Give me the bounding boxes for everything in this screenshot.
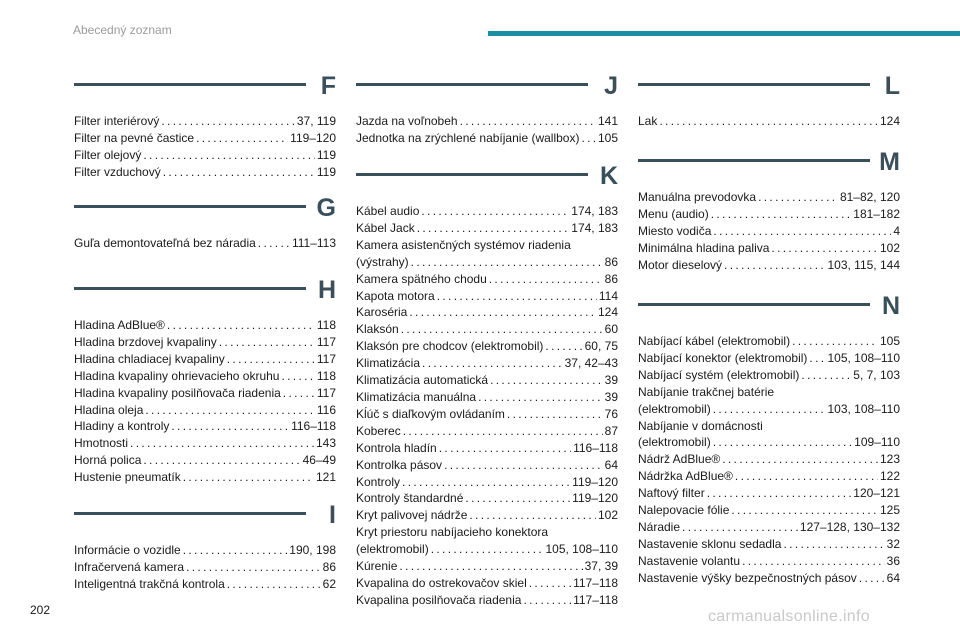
index-entry [638, 384, 900, 401]
entry-label: Jednotka na zrýchlené nabíjanie (wallbox) [356, 130, 580, 145]
entry-pages: 86 [604, 271, 618, 286]
entry-label: Karoséria [356, 305, 408, 320]
entry-pages: 60, 75 [584, 339, 618, 354]
dot-leader [227, 351, 315, 368]
entry-list [356, 113, 618, 147]
section-letter: M [879, 148, 900, 176]
entry-pages: 81–82, 120 [839, 190, 900, 204]
entry-list [638, 189, 900, 274]
index-entry [356, 474, 618, 491]
index-entry [74, 368, 336, 385]
index-entry [74, 385, 336, 402]
index-entry [74, 559, 336, 576]
index-entry [356, 507, 618, 524]
entry-label: Nastavenie sklonu sedadla [638, 536, 782, 551]
entry-pages: 141 [597, 114, 618, 128]
index-entry [74, 164, 336, 181]
entry-label: Kúrenie [356, 559, 398, 574]
entry-list [356, 203, 618, 609]
index-entry [74, 317, 336, 334]
dot-leader [783, 536, 884, 553]
index-entry [356, 338, 618, 355]
entry-label: Naftový filter [638, 486, 705, 501]
entry-pages: 86 [604, 254, 618, 269]
dot-leader [801, 367, 851, 384]
index-entry [356, 355, 618, 372]
section-letter: H [317, 276, 336, 304]
entry-pages: 124 [597, 305, 618, 320]
section-letter: G [316, 194, 336, 222]
index-entry [638, 189, 900, 206]
entry-pages: 103, 115, 144 [827, 257, 900, 272]
entry-pages: 32 [886, 536, 900, 551]
index-entry [74, 576, 336, 593]
entry-label: Inteligentná trakčná kontrola [74, 576, 225, 591]
entry-pages: 119 [316, 147, 336, 162]
entry-pages: 105, 108–110 [827, 350, 900, 365]
index-entry [638, 570, 900, 587]
entry-label: Kontrolka pásov [356, 457, 443, 472]
dot-leader [465, 490, 570, 507]
index-entry [638, 401, 900, 418]
entry-pages: 127–128, 130–132 [799, 519, 900, 534]
entry-pages: 39 [604, 389, 618, 404]
index-entry [356, 130, 618, 147]
entry-label: Nabíjací kábel (elektromobil) [638, 334, 791, 348]
entry-pages: 181–182 [853, 206, 900, 221]
entry-pages: 39 [604, 373, 618, 388]
entry-label: Kábel audio [356, 204, 420, 218]
entry-pages: 37, 119 [296, 114, 336, 128]
entry-pages: 87 [604, 423, 618, 438]
entry-label: Klaksón pre chodcov (elektromobil) [356, 339, 544, 354]
entry-pages: 119–120 [572, 491, 618, 506]
index-entry [356, 423, 618, 440]
entry-label: Klimatizácia manuálna [356, 389, 477, 404]
entry-label: Hladina AdBlue® [74, 318, 165, 332]
index-entry [356, 490, 618, 507]
dot-leader [417, 220, 570, 237]
dot-leader [421, 203, 569, 220]
page-header-title: Abecedný zoznam [73, 23, 172, 37]
entry-label: Kontroly [356, 474, 401, 489]
dot-leader [183, 469, 314, 486]
index-entry [638, 333, 900, 350]
index-entry [74, 130, 336, 147]
entry-pages: 121 [315, 470, 336, 485]
index-entry [638, 223, 900, 240]
index-entry [356, 220, 618, 237]
section-divider [356, 83, 588, 86]
entry-pages: 64 [604, 457, 618, 472]
dot-leader [722, 451, 878, 468]
entry-label: (výstrahy) [356, 254, 409, 269]
entry-pages: 125 [879, 503, 900, 518]
entry-label: Guľa demontovateľná bez náradia [74, 236, 256, 250]
index-entry [356, 406, 618, 423]
entry-label: Jazda na voľnobeh [356, 114, 458, 128]
entry-pages: 117–118 [573, 575, 618, 590]
entry-list [74, 235, 336, 252]
dot-leader [143, 452, 300, 469]
section-divider [638, 83, 870, 86]
index-entry [638, 502, 900, 519]
entry-label: Infračervená kamera [74, 559, 185, 574]
index-entry [638, 206, 900, 223]
dot-leader [186, 559, 321, 576]
index-entry [74, 418, 336, 435]
section-letter: N [881, 292, 900, 320]
entry-label: Nádržka AdBlue® [638, 469, 733, 484]
index-entry [638, 350, 900, 367]
entry-list [638, 333, 900, 587]
index-entry [638, 257, 900, 274]
entry-label: Kamera asistenčných systémov riadenia [356, 237, 571, 252]
entry-label: Hustenie pneumatík [74, 470, 181, 485]
section-letter: J [604, 72, 618, 100]
index-entry [356, 592, 618, 609]
index-entry [638, 451, 900, 468]
entry-pages: 37, 39 [584, 559, 618, 574]
entry-pages: 117 [316, 351, 336, 366]
index-entry [638, 519, 900, 536]
entry-label: Kryt priestoru nabíjacieho konektora [356, 525, 549, 540]
entry-pages: 86 [322, 559, 336, 574]
dot-leader [227, 576, 321, 593]
entry-label: Hladiny a kontroly [74, 419, 170, 434]
entry-pages: 102 [879, 240, 900, 255]
index-entry [356, 203, 618, 220]
entry-pages: 105 [879, 334, 900, 348]
entry-label: Menu (audio) [638, 206, 709, 221]
dot-leader [523, 592, 571, 609]
section-letter: L [884, 72, 900, 100]
dot-leader [713, 223, 891, 240]
entry-pages: 174, 183 [571, 204, 618, 218]
dot-leader [489, 271, 603, 288]
index-entry [638, 434, 900, 451]
entry-label: Nabíjanie trakčnej batérie [638, 384, 775, 399]
entry-pages: 4 [893, 223, 900, 238]
entry-pages: 105 [597, 130, 618, 145]
entry-pages: 105, 108–110 [545, 542, 618, 557]
page-number: 202 [30, 603, 51, 617]
dot-leader [707, 485, 852, 502]
dot-leader [478, 389, 603, 406]
dot-leader [409, 304, 596, 321]
entry-label: Lak [638, 114, 658, 128]
dot-leader [460, 113, 596, 130]
index-entry [74, 351, 336, 368]
entry-pages: 119–120 [572, 474, 618, 489]
entry-pages: 109–110 [854, 435, 900, 450]
entry-pages: 114 [598, 288, 618, 303]
entry-label: Nabíjací systém (elektromobil) [638, 367, 800, 382]
dot-leader [183, 542, 288, 559]
index-entry [638, 418, 900, 435]
dot-leader [431, 541, 544, 558]
dot-leader [422, 355, 563, 372]
entry-label: Nabíjací konektor (elektromobil) [638, 350, 808, 365]
entry-pages: 76 [604, 406, 618, 421]
dot-leader [771, 240, 878, 257]
index-entry [356, 575, 618, 592]
entry-label: Filter vzduchový [74, 164, 161, 179]
entry-pages: 36 [886, 553, 900, 568]
entry-label: Kvapalina do ostrekovačov skiel [356, 575, 527, 590]
index-entry [356, 254, 618, 271]
entry-label: Nabíjanie v domácnosti [638, 418, 763, 433]
section-divider [356, 173, 588, 176]
entry-pages: 120–121 [853, 486, 900, 501]
entry-label: Filter na pevné častice [74, 130, 195, 145]
entry-label: Informácie o vozidle [74, 543, 181, 557]
entry-label: (elektromobil) [356, 542, 429, 557]
dot-leader [758, 189, 838, 206]
dot-leader [490, 372, 603, 389]
entry-pages: 116–118 [573, 440, 618, 455]
entry-label: Hladina kvapaliny posilňovača riadenia [74, 385, 281, 400]
watermark: carmanualsonline.info [708, 608, 870, 625]
section-divider [638, 303, 870, 306]
dot-leader [682, 519, 798, 536]
index-entry [74, 334, 336, 351]
dot-leader [437, 288, 597, 305]
index-entry [638, 536, 900, 553]
index-entry [356, 389, 618, 406]
entry-label: Koberec [356, 423, 401, 438]
index-entry [356, 288, 618, 305]
dot-leader [809, 350, 825, 367]
entry-label: Manuálna prevodovka [638, 190, 757, 204]
index-entry [74, 452, 336, 469]
dot-leader [402, 474, 570, 491]
index-entry [356, 372, 618, 389]
dot-leader [713, 434, 852, 451]
entry-label: Hladina kvapaliny ohrievacieho okruhu [74, 368, 280, 383]
entry-label: Kapota motora [356, 288, 435, 303]
dot-leader [196, 130, 288, 147]
entry-pages: 116 [316, 402, 336, 417]
dot-leader [258, 235, 290, 252]
entry-label: Filter interiérový [74, 114, 160, 128]
entry-pages: 122 [879, 469, 900, 484]
dot-leader [859, 570, 885, 587]
entry-pages: 118 [316, 368, 336, 383]
dot-leader [444, 457, 603, 474]
index-entry [74, 113, 336, 130]
entry-label: Miesto vodiča [638, 223, 712, 238]
entry-label: Hmotnosti [74, 436, 129, 451]
entry-label: Horná polica [74, 453, 142, 468]
entry-label: (elektromobil) [638, 401, 711, 416]
entry-pages: 5, 7, 103 [853, 367, 900, 382]
entry-pages: 123 [879, 452, 900, 467]
index-entry [356, 524, 618, 541]
entry-label: Kryt palivovej nádrže [356, 508, 468, 523]
entry-list [74, 113, 336, 181]
entry-pages: 117 [316, 334, 336, 349]
entry-pages: 37, 42–43 [564, 356, 618, 371]
section-divider [74, 512, 306, 515]
dot-leader [167, 317, 315, 334]
dot-leader [283, 385, 315, 402]
dot-leader [581, 130, 596, 147]
entry-pages: 103, 108–110 [827, 401, 900, 416]
index-entry [356, 321, 618, 338]
entry-label: Nádrž AdBlue® [638, 452, 721, 467]
entry-label: Klimatizácia [356, 356, 421, 371]
dot-leader [399, 558, 582, 575]
entry-pages: 111–113 [291, 236, 336, 250]
entry-label: Nastavenie výšky bezpečnostných pásov [638, 570, 857, 585]
index-entry [356, 558, 618, 575]
dot-leader [792, 333, 878, 350]
section-divider [74, 287, 306, 290]
dot-leader [145, 402, 314, 419]
dot-leader [403, 423, 603, 440]
dot-leader [711, 206, 852, 223]
section-letter: I [329, 501, 336, 529]
index-entry [356, 440, 618, 457]
entry-label: Kontroly štandardné [356, 491, 464, 506]
dot-leader [742, 553, 885, 570]
entry-pages: 102 [597, 508, 618, 523]
entry-label: Motor dieselový [638, 257, 723, 272]
index-entry [74, 402, 336, 419]
section-letter: K [599, 162, 618, 190]
entry-pages: 124 [879, 114, 900, 128]
entry-label: Náradie [638, 519, 681, 534]
dot-leader [507, 406, 603, 423]
dot-leader [171, 418, 289, 435]
dot-leader [659, 113, 878, 130]
dot-leader [439, 440, 571, 457]
index-entry [356, 113, 618, 130]
entry-label: Kĺúč s diaľkovým ovládaním [356, 406, 505, 421]
entry-list [74, 317, 336, 486]
dot-leader [143, 147, 315, 164]
dot-leader [281, 368, 314, 385]
entry-pages: 62 [322, 576, 336, 591]
entry-label: Kamera spätného chodu [356, 271, 487, 286]
section-divider [74, 83, 306, 86]
index-entry [356, 457, 618, 474]
index-entry [638, 553, 900, 570]
entry-label: Filter olejový [74, 147, 142, 162]
section-letter: F [320, 72, 336, 100]
entry-pages: 117 [316, 385, 336, 400]
index-entry [74, 542, 336, 559]
entry-label: Minimálna hladina paliva [638, 240, 770, 255]
dot-leader [469, 507, 596, 524]
entry-label: Hladina oleja [74, 402, 144, 417]
dot-leader [411, 254, 603, 271]
dot-leader [401, 321, 603, 338]
entry-label: Klaksón [356, 322, 399, 337]
section-divider [638, 159, 870, 162]
entry-pages: 64 [886, 570, 900, 585]
entry-pages: 116–118 [291, 419, 336, 434]
entry-label: Nalepovacie fólie [638, 503, 730, 518]
dot-leader [161, 113, 294, 130]
entry-pages: 60 [604, 322, 618, 337]
entry-pages: 46–49 [302, 453, 336, 468]
dot-leader [219, 334, 315, 351]
section-divider [74, 205, 306, 208]
entry-label: (elektromobil) [638, 435, 711, 450]
entry-list [74, 542, 336, 593]
entry-pages: 119 [316, 164, 336, 179]
entry-label: Hladina brzdovej kvapaliny [74, 334, 217, 349]
dot-leader [724, 257, 825, 274]
entry-list [638, 113, 900, 130]
dot-leader [713, 401, 826, 418]
header-accent-bar [488, 31, 960, 36]
dot-leader [130, 435, 314, 452]
index-entry [74, 235, 336, 252]
index-entry [356, 237, 618, 254]
index-entry [638, 485, 900, 502]
entry-pages: 190, 198 [289, 543, 336, 557]
index-entry [638, 113, 900, 130]
index-entry [74, 147, 336, 164]
entry-pages: 143 [315, 436, 336, 451]
dot-leader [545, 338, 582, 355]
entry-pages: 117–118 [573, 592, 618, 607]
entry-label: Nastavenie volantu [638, 553, 741, 568]
entry-label: Klimatizácia automatická [356, 373, 489, 388]
dot-leader [731, 502, 878, 519]
entry-label: Kvapalina posilňovača riadenia [356, 592, 522, 607]
entry-label: Kontrola hladín [356, 440, 437, 455]
index-entry [356, 271, 618, 288]
index-entry [356, 304, 618, 321]
index-entry [356, 541, 618, 558]
entry-label: Kábel Jack [356, 220, 415, 235]
index-entry [638, 367, 900, 384]
entry-pages: 118 [316, 318, 336, 332]
index-entry [74, 435, 336, 452]
index-entry [638, 468, 900, 485]
dot-leader [529, 575, 571, 592]
dot-leader [735, 468, 878, 485]
index-entry [74, 469, 336, 486]
entry-pages: 119–120 [290, 130, 336, 145]
index-entry [638, 240, 900, 257]
dot-leader [163, 164, 315, 181]
entry-pages: 174, 183 [571, 220, 618, 235]
entry-label: Hladina chladiacej kvapaliny [74, 351, 225, 366]
